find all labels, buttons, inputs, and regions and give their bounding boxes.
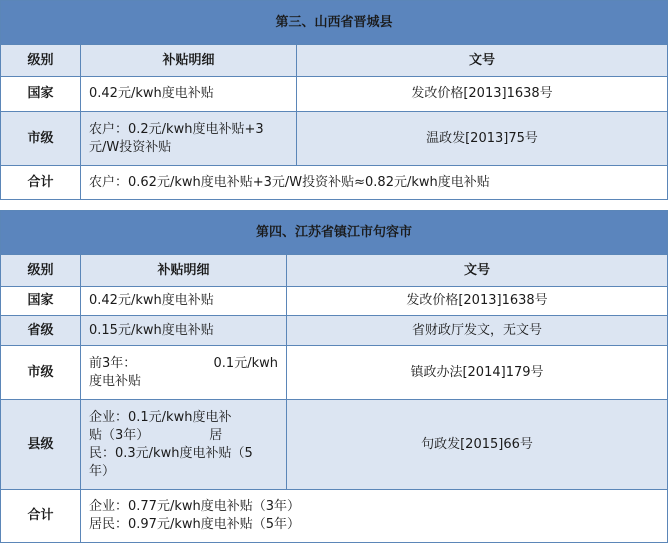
detail-line: 农户：0.2元/kwh度电补贴+3: [89, 121, 264, 137]
table-row: [1, 400, 668, 490]
row-doc-number: 省财政厅发文，无文号: [287, 316, 668, 346]
detail-line: 居民：0.97元/kwh度电补贴（5年）: [89, 517, 300, 532]
row-doc-number: 镇政办法[2014]179号: [287, 346, 668, 400]
detail-line: [89, 355, 278, 373]
row-detail: [81, 490, 668, 543]
row-level: 国家: [1, 77, 81, 112]
row-detail: 农户：0.62元/kwh度电补贴+3元/W投资补贴≈0.82元/kwh度电补贴: [81, 166, 668, 200]
row-level: 县级: [1, 400, 81, 490]
row-level: 国家: [1, 287, 81, 316]
header-detail: 补贴明细: [81, 255, 287, 287]
table-row: [1, 346, 668, 400]
detail-text: 居: [209, 427, 223, 443]
subsidy-table-shanxi: [0, 0, 668, 200]
header-doc-number: 文号: [297, 45, 668, 77]
row-level: 合计: [1, 166, 81, 200]
row-doc-number: 句政发[2015]66号: [287, 400, 668, 490]
detail-line: 度电补贴: [89, 373, 142, 389]
detail-line: 元/W投资补贴: [89, 139, 172, 155]
row-doc-number: 温政发[2013]75号: [297, 112, 668, 166]
table-row: [1, 316, 668, 346]
header-doc-number: 文号: [287, 255, 668, 287]
total-row: [1, 166, 668, 200]
detail-line: 年）: [89, 463, 116, 479]
detail-rate: 0.1元/kwh: [213, 355, 278, 371]
table-title: 第三、山西省晋城县: [1, 1, 668, 45]
subsidy-table-jiangsu: [0, 210, 668, 543]
row-level: 市级: [1, 346, 81, 400]
row-level: 合计: [1, 490, 81, 543]
table-row: [1, 287, 668, 316]
row-doc-number: 发改价格[2013]1638号: [297, 77, 668, 112]
row-level: 市级: [1, 112, 81, 166]
row-detail: [81, 346, 287, 400]
detail-term: 前3年：: [89, 355, 137, 371]
header-level: 级别: [1, 45, 81, 77]
detail-line: 企业：0.77元/kwh度电补贴（3年）: [89, 499, 300, 514]
row-detail: 0.15元/kwh度电补贴: [81, 316, 287, 346]
table-title: 第四、江苏省镇江市句容市: [1, 211, 668, 255]
header-detail: 补贴明细: [81, 45, 297, 77]
row-detail: [81, 400, 287, 490]
detail-line: 民：0.3元/kwh度电补贴（5: [89, 445, 253, 461]
detail-text: 贴（3年）: [89, 427, 150, 443]
table-row: [1, 77, 668, 112]
row-level: 省级: [1, 316, 81, 346]
total-row: [1, 490, 668, 543]
detail-line: 企业：0.1元/kwh度电补: [89, 409, 232, 425]
row-detail: 0.42元/kwh度电补贴: [81, 287, 287, 316]
header-level: 级别: [1, 255, 81, 287]
table-row: [1, 112, 668, 166]
detail-line: [89, 427, 278, 445]
row-detail: [81, 112, 297, 166]
row-doc-number: 发改价格[2013]1638号: [287, 287, 668, 316]
row-detail: 0.42元/kwh度电补贴: [81, 77, 297, 112]
